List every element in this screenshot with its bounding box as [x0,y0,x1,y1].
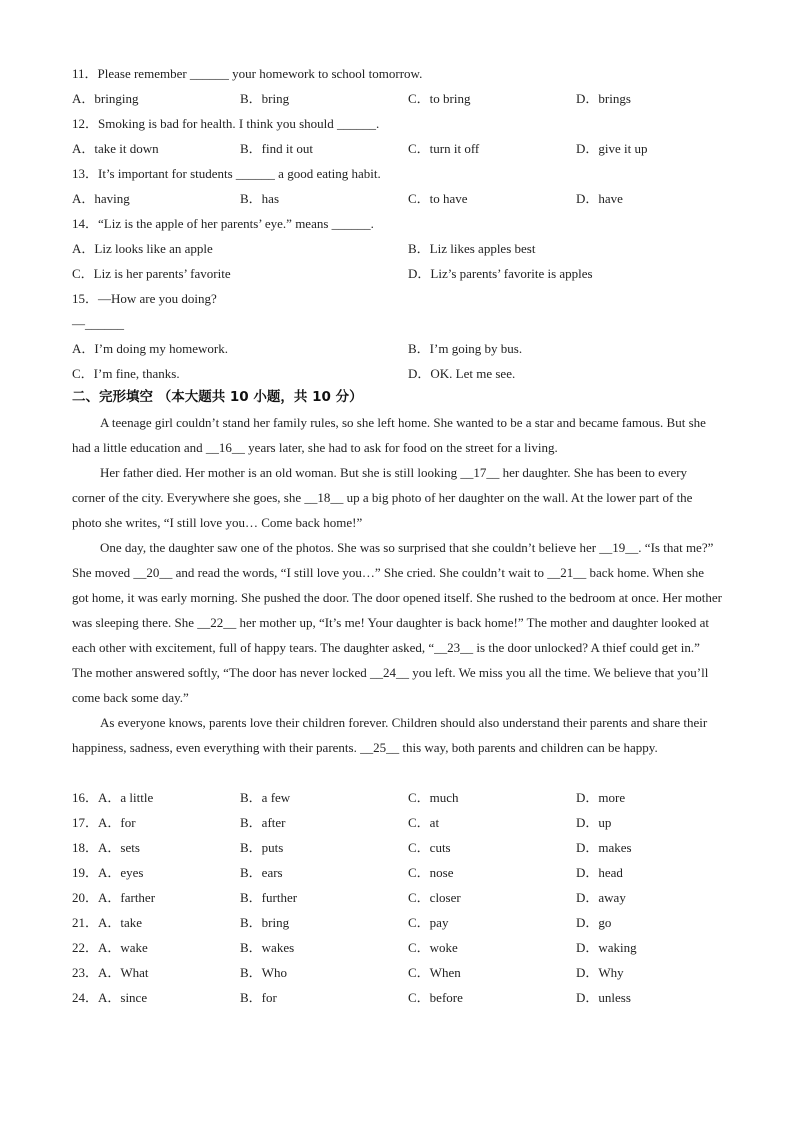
question-14: 14．“Liz is the apple of her parents’ eye.” means ______. [72,216,374,231]
cloze-question-number: 23． [72,965,99,980]
q14-option-a: A．Liz looks like an apple [72,241,213,256]
q13-option-c: C．to have [408,191,468,206]
cloze-option-c: C．at [408,815,440,830]
cloze-option-b: B．after [240,815,286,830]
cloze-question-number: 17． [72,815,99,830]
q12-option-a: A．take it down [72,141,159,156]
q15-option-b: B．I’m going by bus. [408,341,523,356]
cloze-option-a: A．sets [98,840,140,855]
cloze-option-a: A．take [98,915,143,930]
question-13: 13．It’s important for students ______ a good eating habit. [72,166,381,181]
passage-paragraph-3: One day, the daughter saw one of the photos. She was so surprised that she couldn’t believe her __19__. “Is that me?” She moved __20__ and read the words, “I still love you…” She cried. She couldn’t wait to __21__ back home. When she got home, it was early morning. She pushed the door. The door opened itself. She rushed to the bedroom at once. Her mother was sleeping there. She __22__ her mother up, “It’s me! Your daughter is back home!” The mother and daughter looked at each other with excitement, full of happy tears. The daughter asked, “__23__ is the door unlocked? A thief could get in.” The mother answered softly, “The door has never locked __24__ you left. We miss you all the time. We believe that you’ll come back some day.” [72,540,722,705]
cloze-option-d: D．makes [576,840,632,855]
cloze-option-b: B．wakes [240,940,295,955]
cloze-option-c: C．woke [408,940,458,955]
cloze-option-a: A．farther [98,890,156,905]
cloze-option-c: C．closer [408,890,461,905]
cloze-option-b: B．for [240,990,277,1005]
cloze-option-a: A．wake [98,940,148,955]
q12-option-d: D．give it up [576,141,648,156]
question-11: 11．Please remember ______ your homework to school tomorrow. [72,66,423,81]
section-2-title: 二、完形填空 （本大题共 10 小题，共 10 分） [72,389,363,405]
q13-option-b: B．has [240,191,280,206]
q11-option-b: B．bring [240,91,290,106]
q15-option-d: D．OK. Let me see. [408,366,516,381]
q14-option-b: B．Liz likes apples best [408,241,536,256]
cloze-option-d: D．unless [576,990,631,1005]
q13-option-a: A．having [72,191,130,206]
q14-option-c: C．Liz is her parents’ favorite [72,266,231,281]
question-15-reply: —______ [72,316,124,331]
cloze-question-number: 22． [72,940,99,955]
question-15: 15．—How are you doing? [72,291,217,306]
cloze-option-c: C．pay [408,915,449,930]
q12-option-c: C．turn it off [408,141,480,156]
passage-paragraph-2: Her father died. Her mother is an old woman. But she is still looking __17__ her daughter. She has been to every corner of the city. Everywhere she goes, she __18__ up a big photo of her daughter on the wall. At the lower part of the photo she writes, “I still love you… Come back home!” [72,465,693,530]
cloze-option-c: C．When [408,965,461,980]
cloze-option-b: B．Who [240,965,287,980]
cloze-option-a: A．for [98,815,136,830]
q13-option-d: D．have [576,191,623,206]
cloze-option-c: C．before [408,990,463,1005]
cloze-option-c: C．much [408,790,459,805]
q11-option-d: D．brings [576,91,631,106]
passage-paragraph-4: As everyone knows, parents love their children forever. Children should also understand their parents and share their happiness, sadness, even everything with their parents. __25__ this way, both parents and children can be happy. [72,715,708,755]
passage-paragraph-1: A teenage girl couldn’t stand her family rules, so she left home. She wanted to be a star and became famous. But she had a little education and __16__ years later, she had to ask for food on the street for a living. [72,415,706,455]
cloze-option-d: D．head [576,865,623,880]
cloze-option-d: D．Why [576,965,624,980]
q12-option-b: B．find it out [240,141,313,156]
cloze-option-d: D．away [576,890,626,905]
cloze-option-b: B．puts [240,840,284,855]
cloze-option-b: B．bring [240,915,290,930]
cloze-passage [72,410,722,760]
cloze-option-a: A．a little [98,790,154,805]
q14-option-d: D．Liz’s parents’ favorite is apples [408,266,593,281]
cloze-option-b: B．further [240,890,298,905]
cloze-option-a: A．eyes [98,865,144,880]
cloze-option-c: C．nose [408,865,454,880]
cloze-option-d: D．up [576,815,612,830]
cloze-option-c: C．cuts [408,840,451,855]
cloze-option-b: B．ears [240,865,283,880]
cloze-option-b: B．a few [240,790,291,805]
q15-option-a: A．I’m doing my homework. [72,341,228,356]
cloze-option-d: D．go [576,915,612,930]
cloze-option-d: D．waking [576,940,637,955]
cloze-question-number: 19． [72,865,99,880]
q11-option-a: A．bringing [72,91,139,106]
cloze-question-number: 21． [72,915,99,930]
cloze-question-number: 24． [72,990,99,1005]
cloze-option-a: A．since [98,990,148,1005]
cloze-question-number: 16． [72,790,99,805]
cloze-option-a: A．What [98,965,149,980]
cloze-question-number: 20． [72,890,99,905]
question-12: 12．Smoking is bad for health. I think you should ______. [72,116,380,131]
q15-option-c: C．I’m fine, thanks. [72,366,180,381]
q11-option-c: C．to bring [408,91,471,106]
cloze-question-number: 18． [72,840,99,855]
cloze-option-d: D．more [576,790,626,805]
